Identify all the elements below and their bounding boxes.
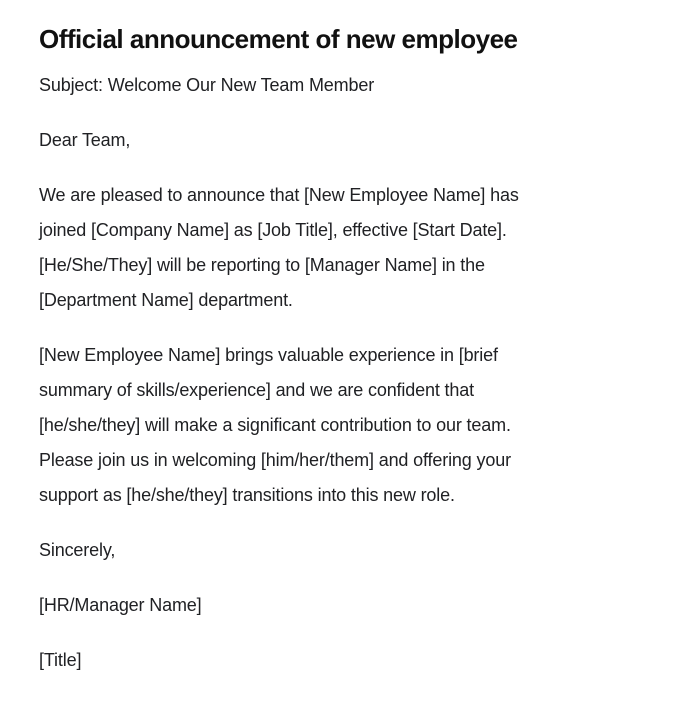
salutation: Dear Team, bbox=[39, 130, 131, 150]
text-line: [New Employee Name] brings valuable experience in [brief bbox=[39, 345, 498, 365]
text-line: support as [he/she/they] transitions into this new role. bbox=[39, 485, 455, 505]
text-line: [he/she/they] will make a significant contribution to our team. bbox=[39, 415, 511, 435]
text-line: [Department Name] department. bbox=[39, 290, 293, 310]
closing: Sincerely, bbox=[39, 540, 116, 560]
signature-name: [HR/Manager Name] bbox=[39, 595, 202, 615]
text-line: joined [Company Name] as [Job Title], effective [Start Date]. bbox=[39, 220, 507, 240]
text-line: Please join us in welcoming [him/her/them] and offering your bbox=[39, 450, 511, 470]
text-line: summary of skills/experience] and we are confident that bbox=[39, 380, 474, 400]
text-line: [He/She/They] will be reporting to [Manager Name] in the bbox=[39, 255, 485, 275]
subject-line: Subject: Welcome Our New Team Member bbox=[39, 75, 375, 95]
text-line: We are pleased to announce that [New Employee Name] has bbox=[39, 185, 519, 205]
signature-title: [Title] bbox=[39, 650, 82, 670]
page-title: Official announcement of new employee bbox=[39, 24, 518, 54]
intro-paragraph bbox=[39, 178, 666, 318]
welcome-paragraph bbox=[39, 338, 666, 513]
